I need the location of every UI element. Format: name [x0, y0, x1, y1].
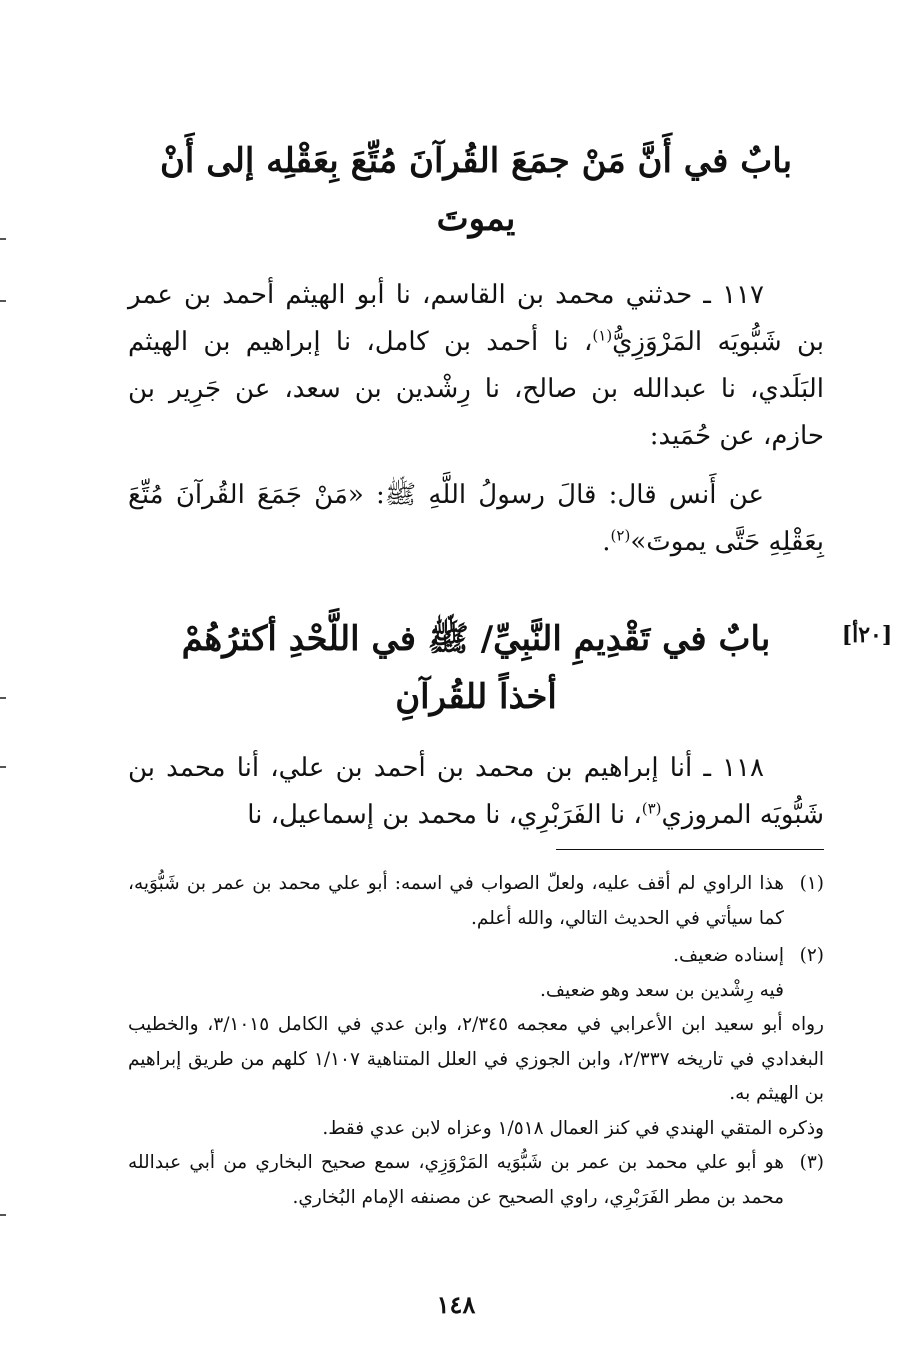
footnote: [128, 939, 824, 974]
chapter-heading-line: أخذاً للقُرآنِ: [395, 677, 557, 717]
footnote-line: وذكره المتقي الهندي في كنز العمال ١/٥١٨ وعزاه لابن عدي فقط.: [322, 1117, 824, 1139]
matn-text: عن أَنس قال: قالَ رسولُ اللَّهِ ﷺ: «مَنْ جَمَعَ القُرآنَ مُتِّعَ بِعَقْلِهِ حَتَّى يموتَ»: [128, 480, 824, 557]
footnote-separator: [556, 849, 824, 850]
scan-mark: [0, 1214, 6, 1216]
isnad-text: ١١٧ ـ حدثني محمد بن القاسم، نا أبو الهيثم أحمد بن عمر بن شَبُّويَه المَرْوَزِيُّ: [128, 280, 825, 357]
scan-mark: [0, 300, 6, 302]
scan-mark: [0, 697, 6, 699]
footnote-text: هذا الراوي لم أقف عليه، ولعلّ الصواب في اسمه: أبو علي محمد بن عمر بن شَبُّوَيه، كما سيأتي في الحديث التالي، والله أعلم.: [128, 873, 784, 929]
hadith-118: [128, 745, 824, 839]
chapter-heading-line: بابٌ في أَنَّ مَنْ جمَعَ القُرآنَ مُتِّعَ بِعَقْلِه إلى أَنْ: [159, 141, 793, 181]
footnote-number: (٢): [799, 945, 824, 966]
hadith-isnad: [128, 272, 824, 460]
scan-mark: [0, 766, 6, 768]
isnad-rest: ، نا أحمد بن كامل، نا إبراهيم بن الهيثم البَلَدي، نا عبدالله بن صالح، نا رِشْدين بن سعد، عن جَرِير بن حازم، عن حُمَيد:: [128, 327, 824, 451]
hadith-matn: [128, 472, 824, 566]
scan-mark: [0, 238, 6, 240]
footnote-text: هو أبو علي محمد بن عمر بن شَبُّوَيه المَرْوَزِي، سمع صحيح البخاري من أبي عبدالله محمد بن مطر الفَرَبْرِي، راوي الصحيح عن مصنفه الإمام البُخاري.: [128, 1152, 784, 1208]
footnote-line: رواه أبو سعيد ابن الأعرابي في معجمه ٢/٣٤٥، وابن عدي في الكامل ٣/١٠١٥، والخطيب البغدادي في تاريخه ٢/٣٣٧، وابن الجوزي في العلل المتناهية ١/١٠٧ كلهم من طريق إبراهيم بن الهيثم به.: [128, 1014, 824, 1104]
footnote-number: (١): [799, 873, 824, 894]
chapter-heading: [128, 610, 824, 726]
chapter-heading-line: يموتَ: [436, 199, 516, 239]
page-number: ١٤٨: [436, 1290, 476, 1319]
hadith-isnad: [128, 745, 824, 839]
chapter-heading: [128, 132, 824, 248]
footnote-ref: (٢): [610, 526, 631, 545]
footnote-continuation: [128, 974, 824, 1147]
isnad-rest: ، نا الفَرَبْرِي، نا محمد بن إسماعيل، نا: [247, 800, 642, 830]
isnad-text: ١١٨ ـ أنا إبراهيم بن محمد بن أحمد بن علي، أنا محمد بن شَبُّويَه المروزي: [128, 753, 824, 830]
footnotes: [128, 867, 824, 1215]
footnote-line: فيه رِشْدين بن سعد وهو ضعيف.: [540, 979, 784, 1001]
footnote-text: إسناده ضعيف.: [673, 945, 784, 966]
footnote: [128, 867, 824, 936]
hadith-117: [128, 272, 824, 566]
footnote-number: (٣): [799, 1152, 824, 1173]
footnote: [128, 1146, 824, 1215]
footnote-ref: (١): [592, 326, 613, 345]
chapter-heading-line: بابٌ في تَقْدِيمِ النَّبِيِّ/ ﷺ في اللَّحْدِ أكثرُهُمْ: [181, 619, 771, 659]
manuscript-folio-marker: [٢٠أ]: [841, 622, 893, 648]
footnote-ref: (٣): [641, 799, 662, 818]
matn-end: .: [602, 527, 611, 557]
